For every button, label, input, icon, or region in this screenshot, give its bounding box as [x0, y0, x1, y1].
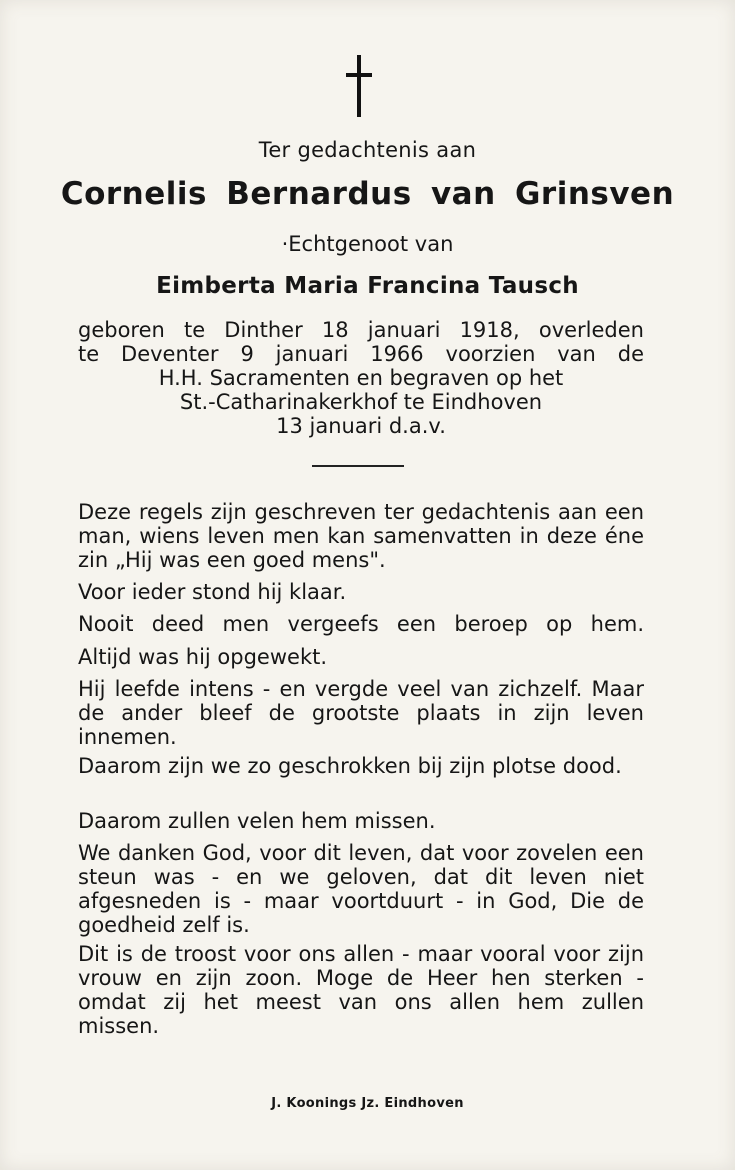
- paragraph: Hij leefde intens - en vergde veel van zichzelf. Maar de ander bleef de grootste plaats in zijn leven innemen.: [78, 677, 644, 749]
- intro-text: Ter gedachtenis aan: [258, 138, 477, 162]
- cross-icon: [346, 55, 372, 117]
- deceased-name: Cornelis Bernardus van Grinsven: [60, 176, 675, 212]
- bio-line: St.-Catharinakerkhof te Eindhoven: [179, 390, 543, 414]
- spouse-name: Eimberta Maria Francina Tausch: [156, 273, 579, 299]
- divider: [312, 465, 404, 467]
- bio-line: geboren te Dinther 18 januari 1918, overleden: [78, 318, 644, 342]
- spouse-label: ·Echtgenoot van: [281, 232, 454, 256]
- paragraph: Altijd was hij opgewekt.: [78, 645, 328, 669]
- printer-credit: J. Koonings Jz. Eindhoven: [271, 1096, 464, 1111]
- bio-line: te Deventer 9 januari 1966 voorzien van de: [78, 342, 644, 366]
- paragraph: Daarom zijn we zo geschrokken bij zijn plotse dood.: [78, 754, 622, 778]
- paragraph: We danken God, voor dit leven, dat voor zovelen een steun was - en we geloven, dat dit leven niet afgesneden is - maar voortduurt - in God, Die de goedheid zelf is.: [78, 841, 644, 937]
- bio-line: 13 januari d.a.v.: [276, 414, 446, 438]
- paragraph: Deze regels zijn geschreven ter gedachtenis aan een man, wiens leven men kan samenvatten in deze éne zin „Hij was een goed mens".: [78, 500, 644, 572]
- paragraph: Voor ieder stond hij klaar.: [78, 580, 347, 604]
- paragraph: Dit is de troost voor ons allen - maar vooral voor zijn vrouw en zijn zoon. Moge de Heer hen sterken - omdat zij het meest van ons allen hem zullen missen.: [78, 942, 644, 1038]
- bio-line: H.H. Sacramenten en begraven op het: [158, 366, 564, 390]
- paragraph: Daarom zullen velen hem missen.: [78, 809, 436, 833]
- paragraph: Nooit deed men vergeefs een beroep op hem.: [78, 612, 644, 636]
- biography: [78, 318, 644, 438]
